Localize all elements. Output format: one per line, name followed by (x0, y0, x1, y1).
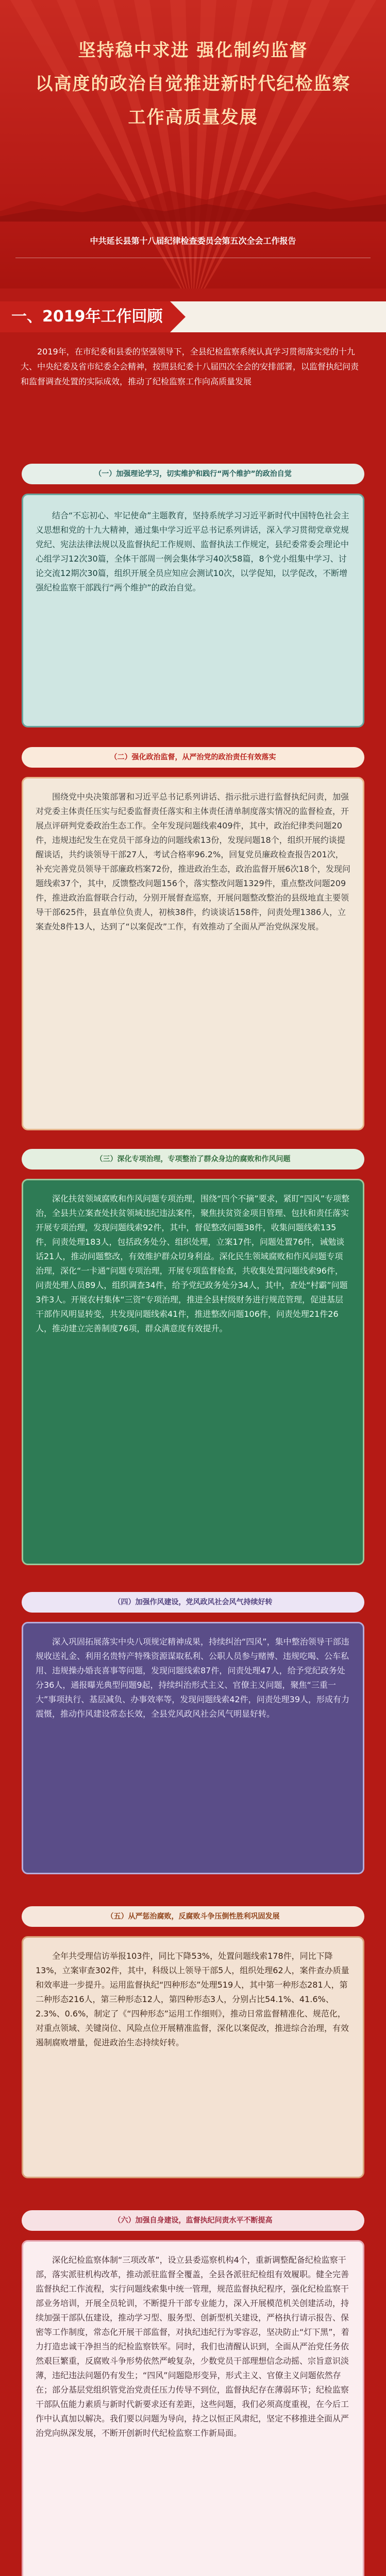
section-title: 一、2019年工作回顾 (11, 308, 163, 326)
great-wall-decoration (0, 170, 386, 222)
card-body (22, 2240, 364, 2576)
report-title-line-3: 工作高质量发展 (128, 107, 258, 128)
card-text: 全年共受理信访举报103件，同比下降53%，处置问题线索178件，同比下降13%，立案审查302件，其中，科级以上领导干部5人，组织处理62人，案件查办质量和效率进一步提升。运用监督执纪“四种形态”处理519人，其中第一种形态281人，第二种形态216人，第三种形态12人，第四种形态3人，分别占比54.1%、41.6%、2.3%、0.6%，制定了《“四种形态”运用工作细则》，推动日常监督精准化、规范化，对重点领域、关键岗位、风险点位开展精准监督，深化以案促改，推进综合治理，有效遏制腐败增量，促进政治生态持续好转。 (36, 1951, 349, 2047)
card-text: 深化纪检监察体制“三项改革”，设立县委巡察机构4个，重新调整配备纪检监察干部，落实派驻机构改革，推动派驻监督全覆盖，全县各派驻纪检组有效履职。健全完善监督执纪工作流程，实行问题线索集中统一管理，规范监督执纪程序，强化纪检监察干部业务培训，开展全员轮训，不断提升干部专业能力，深入开展模范机关创建活动，持续加强干部队伍建设，推动学习型、服务型、创新型机关建设，严格执行请示报告、保密等工作制度，常态化开展干部监督，对执纪违纪行为零容忍，坚决防止“灯下黑”，着力打造忠诚干净担当的纪检监察铁军。同时，我们也清醒认识到，全面从严治党任务依然艰巨繁重，反腐败斗争形势依然严峻复杂，少数党员干部理想信念动摇、宗旨意识淡薄，违纪违法问题仍有发生；“四风”问题隐形变异，形式主义、官僚主义问题依然存在；部分基层党组织管党治党责任压力传导不到位，监督执纪存在薄弱环节；纪检监察干部队伍能力素质与新时代新要求还有差距，这些问题，我们必须高度重视，在今后工作中认真加以解决。我们要以问题为导向，持之以恒正风肃纪，坚定不移推进全面从严治党向纵深发展，不断开创新时代纪检监察工作新局面。 (36, 2255, 349, 2438)
card-label: （二）强化政治监督，从严治党的政治责任有效落实 (22, 747, 364, 768)
card-body (22, 1179, 364, 1565)
report-title-line-2: 以高度的政治自觉推进新时代纪检监察 (35, 74, 351, 94)
card-body (22, 1936, 364, 2178)
card-label: （五）从严惩治腐败，反腐败斗争压倒性胜利巩固发展 (22, 1906, 364, 1927)
card-text: 深入巩固拓展落实中央八项规定精神成果，持续纠治“四风”，集中整治领导干部违规收送礼金、利用名贵特产特殊资源谋取私利、公职人员参与赌博、违规吃喝、公车私用、违规操办婚丧喜事等问题，发现问题线索87件，问责处理47人，给予党纪政务处分36人，通报曝光典型问题9起，持续纠治形式主义、官僚主义问题，聚焦“三重一大”事项执行、基层减负、办事效率等，发现问题线索42件，问责处理39人，形成有力震慑，推动作风建设常态长效，全县党风政风社会风气明显好转。 (36, 1637, 350, 1719)
card-label: （一）加强理论学习，切实维护和践行“两个维护”的政治自觉 (22, 464, 364, 484)
card-label: （三）深化专项治理，专项整治了群众身边的腐败和作风问题 (22, 1149, 364, 1170)
card-body (22, 494, 364, 727)
card-text: 结合“不忘初心、牢记使命”主题教育，坚持系统学习习近平新时代中国特色社会主义思想和党的十九大精神，通过集中学习近平总书记系列讲话，深入学习贯彻党章党规党纪、宪法法律法规以及监督执纪工作规则、监督执法工作规定，县纪委常委会理论中心组学习12次30篇，全体干部周一例会集体学习40次58篇，8个党小组集中学习、讨论交流12期次30篇，组织开展全员应知应会测试10次，以学促知，以学促改，不断增强纪检监察干部践行“两个维护”的政治自觉。 (36, 511, 349, 592)
section-intro: 2019年，在市纪委和县委的坚强领导下，全县纪检监察系统认真学习贯彻落实党的十九大、中央纪委及省市纪委全会精神，按照县纪委十八届四次全会的安排部署，以监督执纪问责和监督调查处置的实际成效，推动了纪检监察工作向高质量发展 (21, 347, 359, 386)
card-text: 围绕党中央决策部署和习近平总书记系列讲话、指示批示进行监督执纪问责，加强对党委主体责任压实与纪委监督责任落实和主体责任清单制度落实情况的监督检查，开展点评研判党委政治生态工作。全年发现问题线索409件，其中，政治纪律类问题20件，违规违纪发生在党员干部身边的问题线索13份，发现问题18个，组织开展约谈提醒谈话，共约谈领导干部27人，考试合格率96.2%，回复党员廉政检查报告201次，补充完善党员领导干部廉政档案72份，推进政治生态，政治监督开展6次18个，发现问题线索37个，其中，反馈整改问题156个，落实整改问题1329件，重点整改问题209件，推进政治监督联合行动，分别开展督查巡察，开展问题整改整治的县级地直主要领导干部625件，县直单位负责人，初核38件，约谈谈话158件，问责处理1386人，立案查处8件13人，达到了“以案促改”工作，有效推动了全面从严治党纵深发展。 (36, 792, 350, 931)
card-body (22, 777, 364, 1130)
card-body (22, 1622, 364, 1874)
header-banner (0, 0, 386, 289)
report-title-line-1: 坚持稳中求进 强化制约监督 (78, 40, 308, 61)
card-label: （四）加强作风建设，党风政风社会风气持续好转 (22, 1592, 364, 1613)
report-subtitle: 中共延长县第十八届纪律检查委员会第五次全会工作报告 (90, 236, 296, 246)
card-label: （六）加强自身建设，监督执纪问责水平不断提高 (22, 2210, 364, 2231)
card-text: 深化扶贫领域腐败和作风问题专项治理，围绕“四个不摘”要求，紧盯“四风”专项整治，全县共立案查处扶贫领域违纪违法案件，聚焦扶贫资金项目管理、包扶和责任落实开展专项治理，发现问题线索92件，其中，督促整改问题38件，收集问题线索135件，问责处理183人，包括政务处分、组织处理，立案17件，问题处置76件，诫勉谈话21人，推动问题整改，有效维护群众切身利益。深化民生领域腐败和作风问题专项治理，深化“一卡通”问题专项治理，开展专项监督检查，共收集处置问题线索96件，问责处理人员89人，组织调查34件，给予党纪政务处分34人，其中，查处“村霸”问题3件3人。开展农村集体“三资”专项治理，推进全县村级财务进行规范管理，促进基层干部作风明显转变，共发现问题线索41件，推进整改问题106件，问责处理21件26人，推动建立完善制度76项，群众满意度有效提升。 (36, 1194, 350, 1333)
